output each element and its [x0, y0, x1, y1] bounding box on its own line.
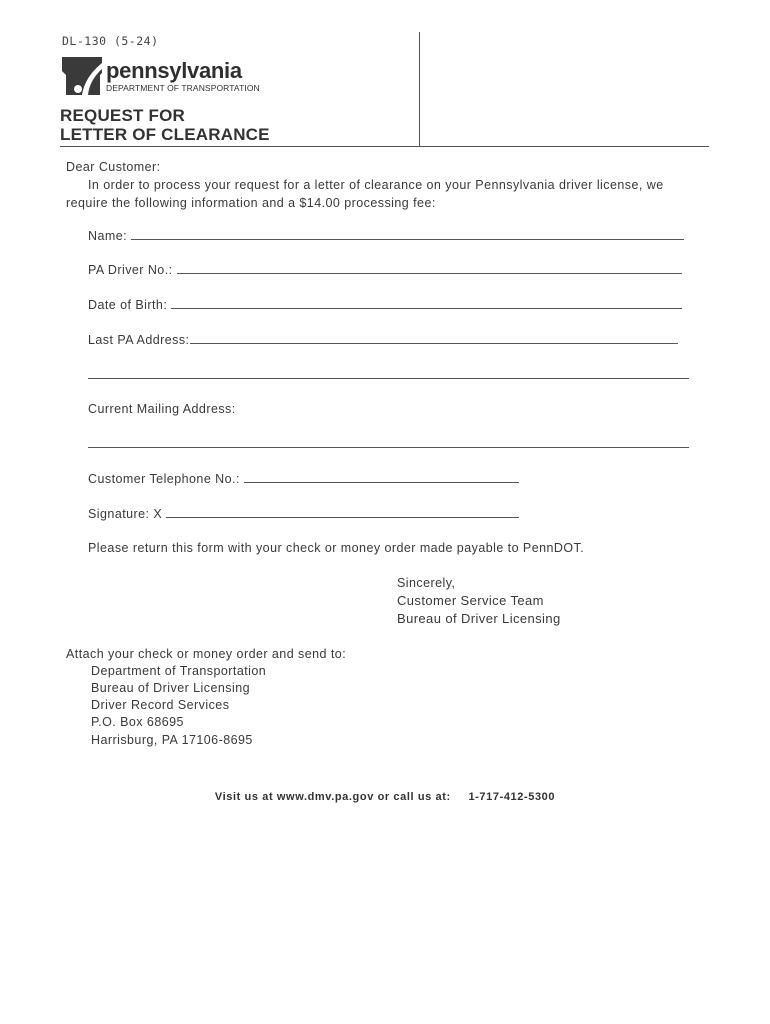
signature-label: Signature: X: [88, 507, 163, 521]
mailing-line: Department of Transportation: [91, 664, 267, 678]
mailing-line: Bureau of Driver Licensing: [91, 681, 250, 695]
intro-line-1: In order to process your request for a letter of clearance on your Pennsylvania driver license, we: [88, 178, 664, 192]
mailing-intro: Attach your check or money order and send to:: [66, 647, 347, 661]
last-address-field[interactable]: [88, 332, 678, 347]
driver-number-input-line[interactable]: [177, 262, 682, 274]
name-field[interactable]: [88, 228, 684, 243]
signature-input-line[interactable]: [166, 506, 519, 518]
page-title: [60, 106, 270, 144]
name-input-line[interactable]: [131, 228, 684, 240]
telephone-input-line[interactable]: [244, 471, 519, 483]
mailing-line: Harrisburg, PA 17106-8695: [91, 733, 253, 747]
name-label: Name:: [88, 229, 128, 243]
intro-line-2: require the following information and a $14.00 processing fee:: [66, 196, 436, 210]
title-line-1: REQUEST FOR: [60, 106, 185, 125]
logo-wordmark: pennsylvania: [106, 58, 242, 83]
closing-bureau: Bureau of Driver Licensing: [397, 611, 561, 626]
footer-contact: [0, 791, 770, 803]
title-line-2: LETTER OF CLEARANCE: [60, 125, 270, 144]
form-code: DL-130 (5-24): [62, 34, 159, 48]
last-address-label: Last PA Address:: [88, 333, 190, 347]
salutation: Dear Customer:: [66, 160, 161, 174]
header-horizontal-divider: [60, 146, 709, 147]
footer-visit-text: Visit us at www.dmv.pa.gov or call us at:: [214, 791, 451, 803]
last-address-input-line-2[interactable]: [88, 367, 689, 379]
mailing-address-label: Current Mailing Address:: [88, 402, 236, 416]
header-vertical-divider: [419, 32, 420, 147]
mailing-line: P.O. Box 68695: [91, 715, 184, 729]
return-note: Please return this form with your check or money order made payable to PennDOT.: [88, 541, 585, 555]
telephone-label: Customer Telephone No.:: [88, 472, 240, 486]
last-address-input-line[interactable]: [190, 332, 678, 344]
closing-sincerely: Sincerely,: [397, 576, 456, 590]
telephone-field[interactable]: [88, 471, 519, 486]
footer-phone: 1-717-412-5300: [468, 791, 556, 803]
dob-field[interactable]: [88, 297, 682, 312]
dob-input-line[interactable]: [171, 297, 682, 309]
signature-field[interactable]: [88, 506, 519, 521]
closing-team: Customer Service Team: [397, 593, 544, 608]
dob-label: Date of Birth:: [88, 298, 168, 312]
mailing-line: Driver Record Services: [91, 698, 230, 712]
logo-subline: DEPARTMENT OF TRANSPORTATION: [106, 83, 260, 93]
mailing-address-input-line[interactable]: [88, 436, 689, 448]
driver-number-field[interactable]: [88, 262, 682, 277]
driver-number-label: PA Driver No.:: [88, 263, 173, 277]
